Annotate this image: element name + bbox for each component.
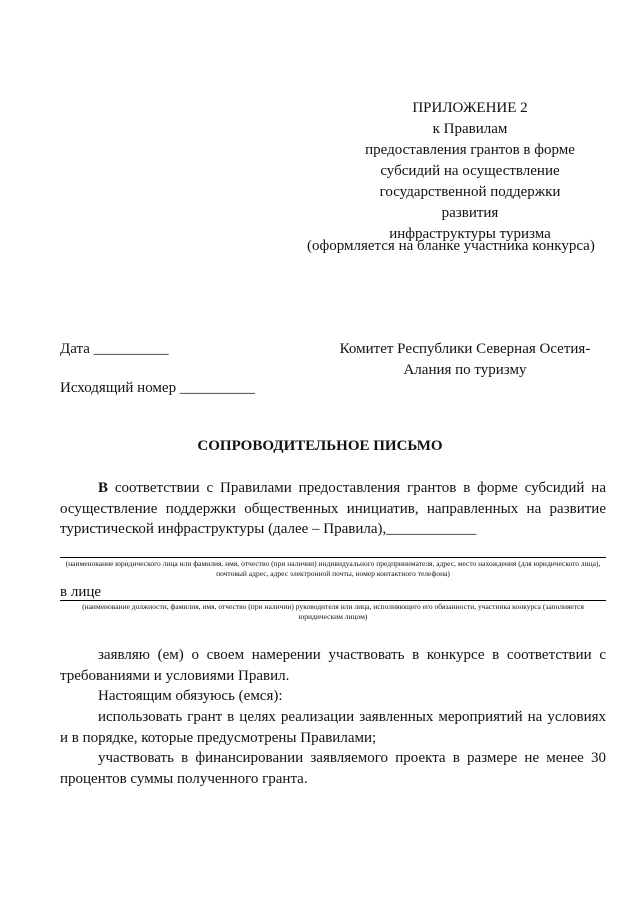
in-person-label: в лице: [60, 584, 102, 600]
intro-text: соответствии с Правилами предоставления грантов в форме субсидий на осуществление поддержки общественных инициатив, направленных на развитие туристической инфраструктуры (далее – Правила),____________: [60, 480, 606, 537]
blank-note: (оформляется на бланке участника конкурса): [307, 238, 595, 254]
appendix-line: к Правилам: [432, 121, 508, 137]
appendix-line: ПРИЛОЖЕНИЕ 2: [412, 100, 528, 116]
intro-paragraph: [60, 478, 606, 540]
appendix-block: [350, 98, 590, 245]
body-paragraph: использовать грант в целях реализации заявленных мероприятий на условиях и в порядке, которые предусмотрены Правилами;: [60, 709, 606, 746]
date-field: Дата __________: [60, 341, 169, 357]
representative-line: [60, 600, 606, 601]
recipient-line: Алания по туризму: [403, 362, 527, 378]
recipient: [325, 339, 605, 381]
applicant-caption: (наименование юридического лица или фамилия, имя, отчество (при наличии) индивидуального предпринимателя, адрес, место нахождения (для юридического лица), почтовый адрес, адрес электронной почты, номер контактного телефона): [65, 559, 601, 578]
applicant-line: [60, 557, 606, 558]
body-paragraph: Настоящим обязуюсь (емся):: [98, 688, 283, 704]
appendix-line: субсидий на осуществление: [380, 163, 560, 179]
intro-first-letter: В: [98, 480, 109, 496]
representative-caption: (наименование должности, фамилия, имя, отчество (при наличии) руководителя или лица, исполняющего его обязанности, участника конкурса (заполняется юридическим лицом): [82, 602, 584, 621]
outgoing-number-field: Исходящий номер __________: [60, 380, 255, 396]
appendix-line: инфраструктуры туризма: [389, 226, 551, 242]
body-paragraph: участвовать в финансировании заявляемого проекта в размере не менее 30 процентов суммы полученного гранта.: [60, 750, 606, 787]
letter-title: СОПРОВОДИТЕЛЬНОЕ ПИСЬМО: [197, 438, 443, 454]
recipient-line: Комитет Республики Северная Осетия-: [339, 341, 591, 357]
body-paragraph: заявляю (ем) о своем намерении участвовать в конкурсе в соответствии с требованиями и условиями Правил.: [60, 647, 606, 684]
appendix-line: предоставления грантов в форме: [365, 142, 575, 158]
appendix-line: государственной поддержки развития: [379, 184, 561, 221]
